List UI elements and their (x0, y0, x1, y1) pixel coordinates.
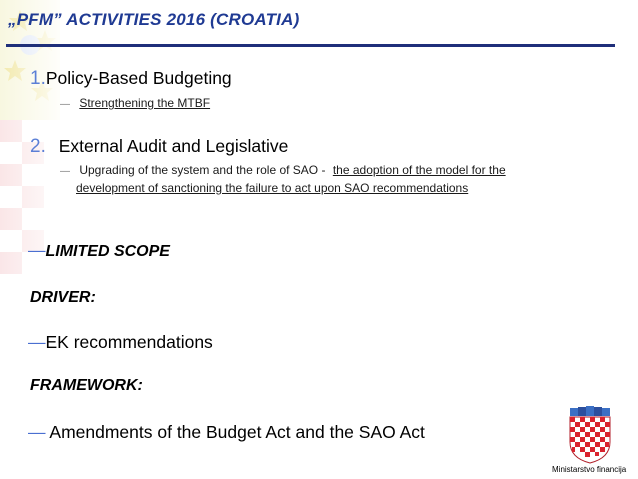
driver-item (28, 332, 213, 353)
ministry-label: Ministarstvo financija (552, 465, 627, 474)
item-2-number: 2. (30, 136, 46, 157)
framework-text: Amendments of the Budget Act and the SAO Act (45, 422, 425, 442)
coat-of-arms-icon (565, 406, 615, 464)
item-1-sub-text: Strengthening the MTBF (79, 96, 211, 110)
item-2-sub-underlined-1: the adoption of the model for the (332, 163, 506, 177)
item-1 (30, 68, 232, 90)
item-1-heading: Policy-Based Budgeting (45, 68, 232, 88)
item-2 (30, 136, 288, 158)
framework-dash: — (28, 422, 46, 442)
driver-label: DRIVER: (30, 289, 96, 306)
driver-dash: — (28, 332, 46, 352)
item-2-sub-underlined-2: development of sanctioning the failure to act upon SAO recommendations (76, 181, 469, 195)
item-2-sub-plain: Upgrading of the system and the role of SAO - (79, 163, 326, 177)
item-2-heading: External Audit and Legislative (58, 136, 289, 156)
title-divider (6, 44, 615, 47)
item-1-sub-dash: — (60, 99, 70, 110)
item-1-sub (60, 96, 210, 110)
limited-scope (28, 240, 170, 261)
item-2-sub-dash: — (60, 166, 70, 177)
limited-scope-dash: — (28, 240, 46, 260)
item-1-number: 1. (30, 68, 46, 89)
framework-label: FRAMEWORK: (30, 377, 143, 394)
item-2-sub (60, 163, 506, 177)
slide-title: „PFM” ACTIVITIES 2016 (CROATIA) (8, 10, 300, 29)
framework-item (28, 422, 425, 443)
item-2-sub-line-2 (76, 181, 468, 195)
limited-scope-text: LIMITED SCOPE (45, 243, 170, 260)
driver-text: EK recommendations (45, 332, 213, 352)
